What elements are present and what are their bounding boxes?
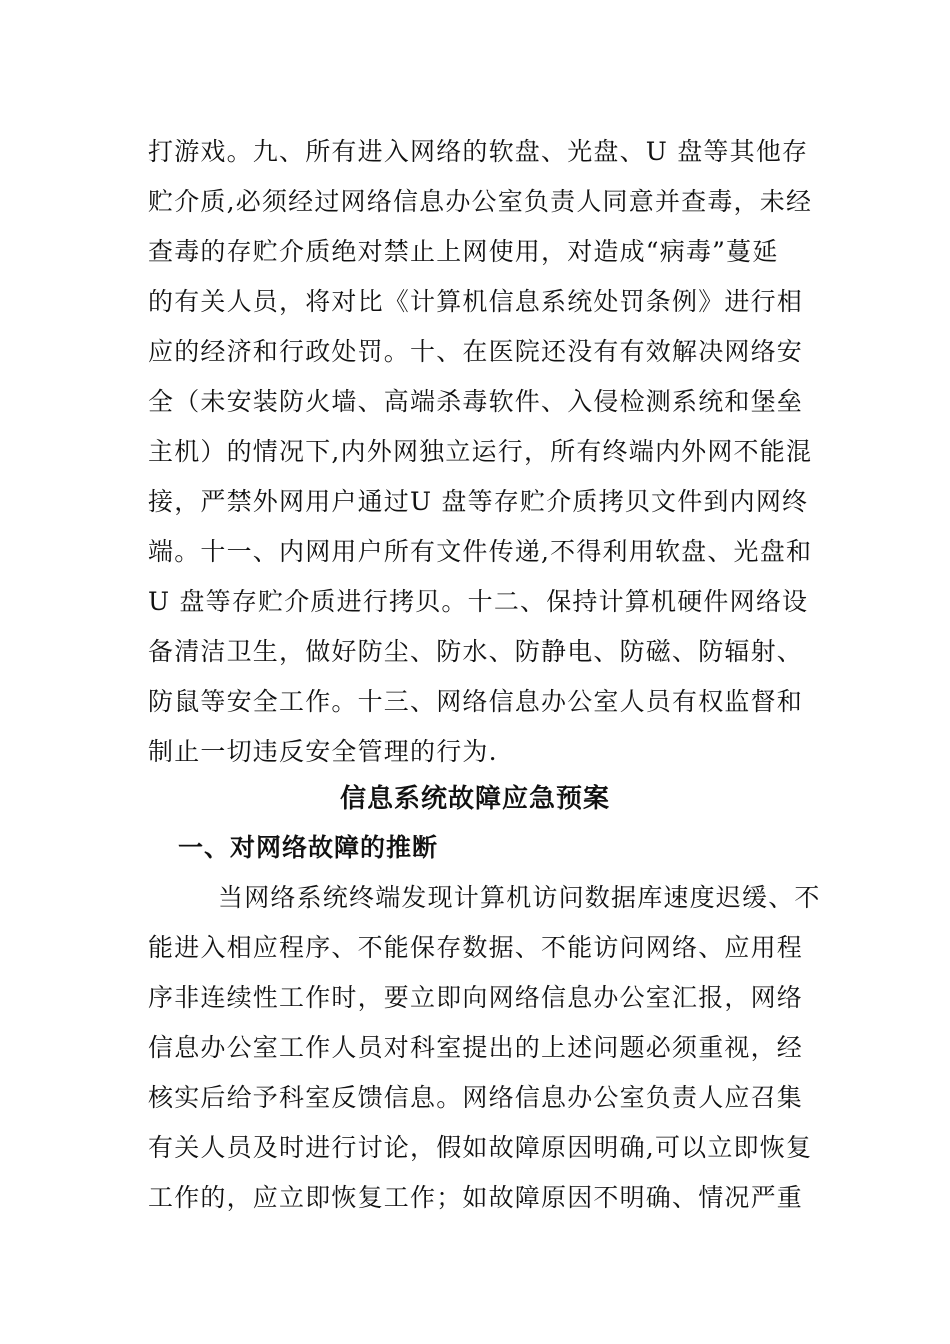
section-title: 信息系统故障应急预案 xyxy=(339,784,610,814)
text-line: 主机）的情况下,内外网独立运行，所有终端内外网不能混 xyxy=(148,437,813,466)
text-line: 信息办公室工作人员对科室提出的上述问题必须重视，经 xyxy=(148,1033,804,1062)
text-line: U 盘等存贮介质进行拷贝。十二、保持计算机硬件网络设 xyxy=(148,587,809,616)
text-line: 核实后给予科室反馈信息。网络信息办公室负责人应召集 xyxy=(148,1083,804,1112)
text-line: 查毒的存贮介质绝对禁止上网使用，对造成“病毒”蔓延 xyxy=(148,237,779,266)
text-line: 制止一切违反安全管理的行为. xyxy=(148,737,498,766)
subheading: 一、对网络故障的推断 xyxy=(178,833,439,862)
text-line: 防鼠等安全工作。十三、网络信息办公室人员有权监督和 xyxy=(148,687,804,716)
text-line: 有关人员及时进行讨论，假如故障原因明确,可以立即恢复 xyxy=(148,1133,813,1162)
text-line: 能进入相应程序、不能保存数据、不能访问网络、应用程 xyxy=(148,933,804,962)
text-line: 接，严禁外网用户通过U 盘等存贮介质拷贝文件到内网终 xyxy=(148,487,809,516)
text-line: 全（未安装防火墙、高端杀毒软件、入侵检测系统和堡垒 xyxy=(148,387,804,416)
text-line: 端。十一、内网用户所有文件传递,不得利用软盘、光盘和 xyxy=(148,537,813,566)
text-line: 打游戏。九、所有进入网络的软盘、光盘、U 盘等其他存 xyxy=(148,137,809,166)
text-line: 应的经济和行政处罚。十、在医院还没有有效解决网络安 xyxy=(148,337,804,366)
text-line: 贮介质,必须经过网络信息办公室负责人同意并查毒，未经 xyxy=(148,187,813,216)
text-line: 序非连续性工作时，要立即向网络信息办公室汇报，网络 xyxy=(148,983,804,1012)
text-line: 工作的，应立即恢复工作；如故障原因不明确、情况严重 xyxy=(148,1183,804,1212)
text-line: 当网络系统终端发现计算机访问数据库速度迟缓、不 xyxy=(218,883,821,912)
text-line: 备清洁卫生，做好防尘、防水、防静电、防磁、防辐射、 xyxy=(148,637,804,666)
text-line: 的有关人员，将对比《计算机信息系统处罚条例》进行相 xyxy=(148,287,804,316)
